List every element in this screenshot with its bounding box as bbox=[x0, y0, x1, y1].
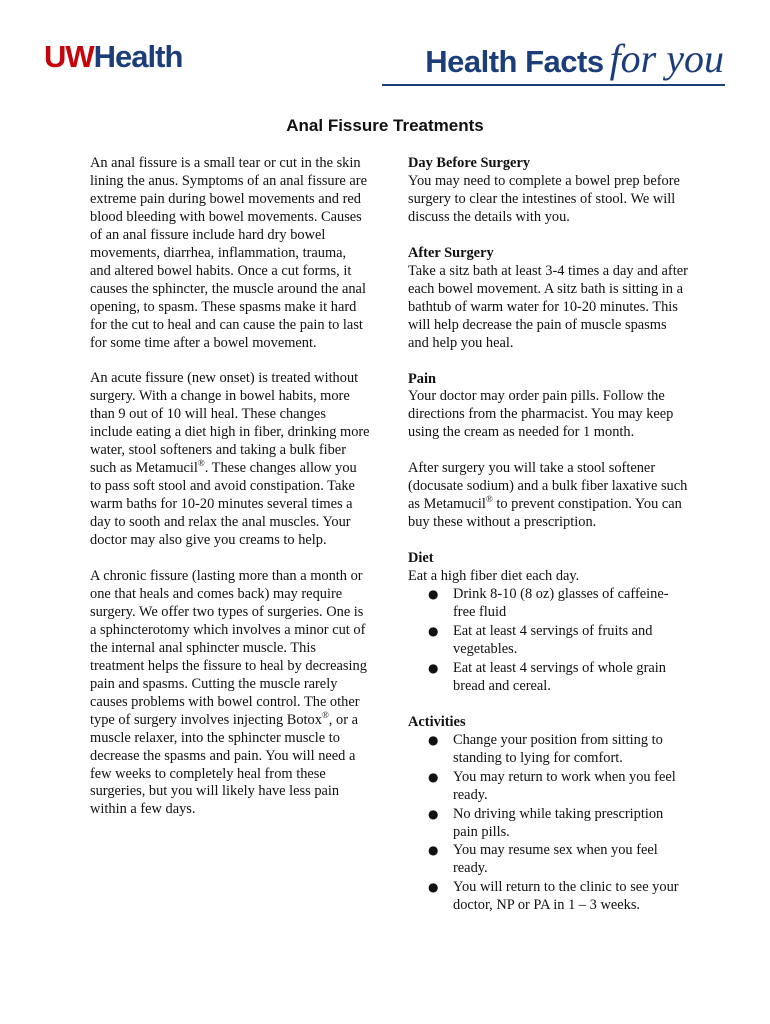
registered-mark: ® bbox=[321, 709, 329, 720]
list-item bbox=[408, 623, 690, 659]
list-item bbox=[408, 806, 690, 842]
bullet-icon: ● bbox=[428, 732, 439, 747]
list-item bbox=[408, 732, 690, 768]
list-item bbox=[408, 842, 690, 878]
diet-list bbox=[408, 586, 690, 696]
list-item-text: Eat at least 4 servings of fruits and vegetables. bbox=[453, 622, 653, 657]
uw-health-logo bbox=[44, 40, 182, 74]
chronic-text-b: , or a muscle relaxer, into the sphincter muscle to decrease the spasms and pain. You will need a few weeks to completely heal from these surgeries, but you will likely have less pain within a few days. bbox=[90, 711, 358, 818]
list-item bbox=[408, 879, 690, 915]
day-before-surgery-section bbox=[408, 155, 690, 227]
page-title: Anal Fissure Treatments bbox=[286, 116, 484, 135]
acute-fissure-paragraph bbox=[90, 370, 370, 550]
list-item bbox=[408, 660, 690, 696]
list-item-text: No driving while taking prescription pain pills. bbox=[453, 805, 664, 840]
after-surgery-section bbox=[408, 245, 690, 353]
bullet-icon: ● bbox=[428, 587, 439, 602]
list-item bbox=[408, 769, 690, 805]
section-text: You may need to complete a bowel prep before surgery to clear the intestines of stool. We will discuss the details with you. bbox=[408, 172, 680, 225]
diet-section bbox=[408, 550, 690, 696]
bullet-icon: ● bbox=[428, 623, 439, 638]
chronic-text-a: A chronic fissure (lasting more than a month or one that heals and comes back) may require surgery. We offer two types of surgeries. One is a sphincterotomy which involves a minor cut of the internal anal sphincter muscle. This treatment helps the fissure to heal by decreasing pain and spasms. Cutting the muscle rarely causes problems with bowel control. The other type of surgery involves injecting Botox bbox=[90, 568, 367, 728]
section-text: Your doctor may order pain pills. Follow the directions from the pharmacist. You may keep using the cream as needed for 1 month. bbox=[408, 388, 674, 441]
left-column bbox=[90, 155, 370, 837]
list-item-text: You will return to the clinic to see your doctor, NP or PA in 1 – 3 weeks. bbox=[453, 879, 679, 914]
activities-list bbox=[408, 732, 690, 916]
health-facts-brand bbox=[425, 36, 724, 91]
list-item-text: You may resume sex when you feel ready. bbox=[453, 842, 658, 877]
right-column bbox=[408, 155, 690, 933]
list-item bbox=[408, 586, 690, 622]
list-item-text: Change your position from sitting to standing to lying for comfort. bbox=[453, 731, 663, 766]
activities-section bbox=[408, 714, 690, 915]
list-item-text: Eat at least 4 servings of whole grain bread and cereal. bbox=[453, 659, 666, 694]
stool-softener-paragraph bbox=[408, 460, 690, 532]
acute-text-b: . These changes allow you to pass soft stool and avoid constipation. Take warm baths for 10-20 minutes several times a day to sooth and relax the anal muscles. Your doctor may also give you creams to help. bbox=[90, 460, 357, 549]
logo-uw-text: UW bbox=[44, 39, 94, 74]
header-rule bbox=[382, 84, 725, 86]
brand-bold-text: Health Facts bbox=[425, 44, 604, 79]
softener-text-b: to prevent constipation. You can buy these without a prescription. bbox=[408, 496, 682, 531]
bullet-icon: ● bbox=[428, 769, 439, 784]
section-text: Eat a high fiber diet each day. bbox=[408, 568, 580, 585]
softener-text-a: After surgery you will take a stool softener (docusate sodium) and a bulk fiber laxative such as Metamucil bbox=[408, 460, 688, 513]
brand-script-text: for you bbox=[609, 36, 724, 81]
list-item-text: Drink 8-10 (8 oz) glasses of caffeine-free fluid bbox=[453, 586, 669, 621]
chronic-fissure-paragraph bbox=[90, 568, 370, 819]
registered-mark: ® bbox=[197, 458, 205, 469]
bullet-icon: ● bbox=[428, 806, 439, 821]
logo-health-text: Health bbox=[93, 39, 183, 74]
section-heading: Pain bbox=[408, 370, 436, 387]
section-heading: Diet bbox=[408, 550, 434, 567]
section-heading: Day Before Surgery bbox=[408, 155, 531, 171]
list-item-text: You may return to work when you feel ready. bbox=[453, 768, 676, 803]
section-heading: Activities bbox=[408, 713, 466, 730]
page-header bbox=[0, 0, 770, 100]
section-heading: After Surgery bbox=[408, 244, 494, 261]
registered-mark: ® bbox=[485, 494, 493, 505]
bullet-icon: ● bbox=[428, 660, 439, 675]
pain-section bbox=[408, 371, 690, 443]
section-text: Take a sitz bath at least 3-4 times a day and after each bowel movement. A sitz bath is sitting in a bathtub of warm water for 10-20 minutes. This will help decrease the pain of muscle spasms and help you heal. bbox=[408, 262, 688, 351]
bullet-icon: ● bbox=[428, 843, 439, 858]
acute-text-a: An acute fissure (new onset) is treated without surgery. With a change in bowel habits, more than 9 out of 10 will heal. These changes include eating a diet high in fiber, drinking more water, stool softeners and taking a bulk fiber such as Metamucil bbox=[90, 370, 370, 477]
bullet-icon: ● bbox=[428, 880, 439, 895]
intro-paragraph: An anal fissure is a small tear or cut in the skin lining the anus. Symptoms of an anal fissure are extreme pain during bowel movements and red blood bleeding with bowel movements. Causes of an anal fissure include hard dry bowel movements, diarrhea, inflammation, trauma, and altered bowel habits. Once a cut forms, it causes the sphincter, the muscle around the anal opening, to spasm. These spasms make it hard for the cut to heal and can cause the pain to last for some time after a bowel movement. bbox=[90, 155, 367, 351]
